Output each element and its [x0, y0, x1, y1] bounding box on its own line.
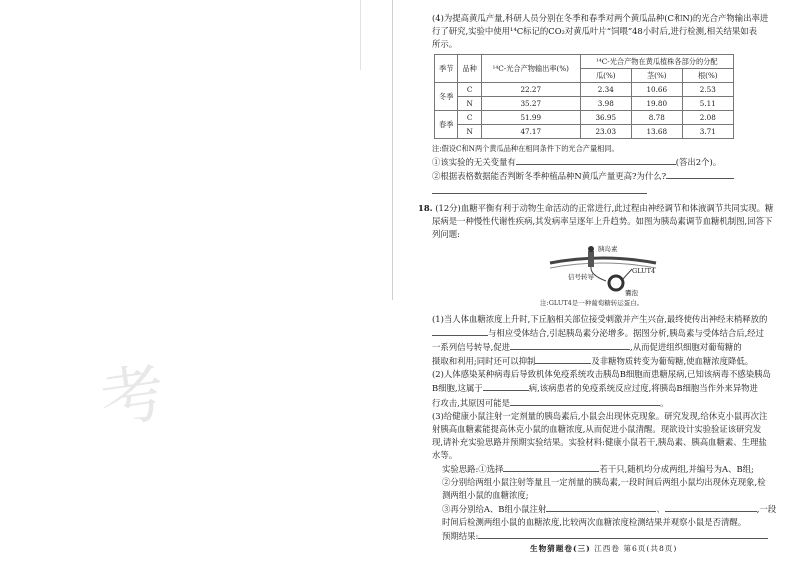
table-cell: 35.27 [481, 97, 580, 111]
q18-line: 列问题: [432, 228, 460, 239]
table-cell: N [458, 125, 481, 139]
q4-sub1-suffix: (答出2个)。 [675, 157, 722, 168]
q18-intro: (12分)血糖平衡有利于动物生命活动的正常进行,此过程由神经调节和体液调节共同实现。糖 [435, 202, 774, 213]
label-glut4: GLUT4 [632, 266, 656, 275]
insulin-molecule [588, 246, 594, 252]
label-insulin: 胰岛素 [598, 244, 618, 253]
table-cell: 47.17 [481, 125, 580, 139]
table-header-output: ¹⁴C-光合产物输出率(%) [481, 55, 580, 83]
answer-blank[interactable] [665, 502, 757, 512]
page-fold-line [360, 0, 361, 70]
diagram-caption: 注:GLUT4是一种葡萄糖转运蛋白。 [540, 298, 644, 307]
table-cell: 10.66 [631, 83, 682, 97]
insulin-mechanism-diagram [418, 243, 788, 305]
footer-title: 生物猜题卷(三) [530, 544, 591, 553]
answer-blank[interactable] [432, 326, 488, 336]
q18-part2-text: 病,该病患者的免疫系统反应过度,将胰岛B细胞当作外来异物进 [528, 383, 758, 394]
vesicle [609, 276, 623, 290]
answer-blank[interactable] [510, 396, 660, 406]
table-header-variety: 品种 [458, 55, 481, 83]
plan-line [418, 462, 788, 476]
q18-part2-text: 行攻击,其原因可能是 [432, 397, 511, 408]
left-blank-margin [0, 0, 395, 564]
q4-sub1-text: ①该实验的无关变量有 [432, 157, 516, 168]
label-signal: 信号转导 [568, 272, 594, 281]
table-cell: 51.99 [481, 111, 580, 125]
q18-part1-line [418, 340, 788, 354]
table-season-cell: 春季 [435, 111, 458, 139]
table-cell: 5.11 [682, 97, 733, 111]
plan-text: ③再分别给A、B组小鼠注射 [442, 504, 547, 515]
q18-part1-line [418, 326, 788, 340]
plan-label: 实验思路:①选择 [442, 463, 504, 474]
q18-part2: (2)人体感染某种病毒后导致机体免疫系统攻击胰岛B细胞而患糖尿病,已知该病毒不感染胰岛 [432, 369, 771, 380]
answer-blank[interactable] [510, 340, 630, 350]
plan-text: 、 [656, 504, 665, 515]
plan-line: ②分别给两组小鼠注射等量且一定剂量的胰岛素,一段时间后两组小鼠均出现休克现象,检 [442, 477, 766, 488]
q18-part1: (1)当人体血糖浓度上升时,下丘脑相关部位接受刺激并产生兴奋,最终使传出神经末梢释放的 [432, 313, 768, 324]
q4-sub1 [418, 155, 788, 169]
q18-part3-line: 现,请补充实验思路并预期实验结果。实验材料:健康小鼠若干,胰岛素、胰高血糖素、生理盐 [432, 436, 767, 447]
q18-line [418, 202, 788, 215]
table-cell: 22.27 [481, 83, 580, 97]
table-header-stem: 茎(%) [631, 69, 682, 83]
q18-line: 尿病是一种慢性代谢性疾病,其发病率呈逐年上升趋势。如图为胰岛素调节血糖机制图,回答下 [432, 215, 773, 226]
table-season-cell: 冬季 [435, 83, 458, 111]
q18-part1-text: 及非糖物质转变为葡萄糖,使血糖浓度降低。 [591, 356, 754, 367]
watermark: 考 [96, 355, 176, 439]
plan-text: 若干只,随机均分成两组,并编号为A、B组; [599, 463, 754, 474]
q18-part2-line [418, 396, 788, 410]
table-header-distribution: ¹⁴C-光合产物在黄瓜植株各部分的分配 [580, 55, 733, 69]
answer-blank[interactable] [432, 184, 647, 194]
q18-part1-text: 与相应受体结合,引起胰岛素分泌增多。据图分析,胰岛素与受体结合后,经过 [488, 328, 764, 339]
table-cell: 8.78 [631, 111, 682, 125]
q18-part3-line: 射胰高血糖素能提高休克小鼠的血糖浓度,从而促进小鼠清醒。现欲设计实验验证该研究发 [432, 423, 762, 434]
table-row [435, 97, 734, 111]
table-cell: 2.34 [580, 83, 631, 97]
exam-page [418, 12, 788, 544]
insulin-receptor [588, 251, 594, 267]
table-header-root: 根(%) [682, 69, 733, 83]
q18-part1-text: ,从而促进组织细胞对葡萄糖的 [630, 342, 742, 353]
table-cell: N [458, 97, 481, 111]
table-row [435, 125, 734, 139]
result-label: 预期结果: [442, 531, 479, 542]
q18-part2-text: 。 [660, 397, 669, 408]
answer-blank[interactable] [483, 381, 529, 391]
label-vesicle: 囊泡 [625, 288, 638, 297]
page-fold-line [392, 0, 393, 300]
answer-blank[interactable] [546, 502, 656, 512]
insulin-diagram-svg [418, 243, 788, 305]
footer-page: 第6页(共8页) [623, 544, 678, 553]
answer-blank[interactable] [503, 462, 599, 472]
table-note: 注:假设C和N两个黄瓜品种在相同条件下的光合产量相同。 [432, 144, 619, 154]
question-number: 18. [418, 202, 433, 213]
q4-line: 行了研究,实验中使用¹⁴C标记的CO₂对黄瓜叶片“饲喂”48小时后,进行检测,相关结果如表 [432, 26, 757, 37]
footer-region: 江西卷 [594, 544, 620, 553]
table-cell: 13.68 [631, 125, 682, 139]
cell-membrane [550, 258, 656, 263]
table-cell: 3.98 [580, 97, 631, 111]
table-cell: 3.71 [682, 125, 733, 139]
table-header-season: 季节 [435, 55, 458, 83]
q18-part2-text: B细胞,这属于 [432, 383, 483, 394]
question-4 [418, 12, 788, 198]
plan-line: 测两组小鼠的血糖浓度; [442, 490, 529, 501]
q18-part1-text: 一系列信号转导,促进 [432, 342, 511, 353]
question-18 [418, 202, 788, 544]
table-cell: 2.08 [682, 111, 733, 125]
table-cell: 19.80 [631, 97, 682, 111]
q18-part3: (3)给健康小鼠注射一定剂量的胰岛素后,小鼠会出现休克现象。研究发现,给休克小鼠再次注 [432, 410, 768, 421]
q18-part1-text: 摄取和利用;同时还可以抑制 [432, 356, 536, 367]
result-line [418, 529, 788, 543]
q4-sub2-line2 [418, 184, 788, 198]
table-header-fruit: 瓜(%) [580, 69, 631, 83]
plan-line: 时间后检测两组小鼠的血糖浓度,比较两次血糖浓度检测结果并观察小鼠是否清醒。 [442, 517, 747, 528]
answer-blank[interactable] [535, 354, 591, 364]
q18-part3-line: 水等。 [432, 449, 458, 460]
q4-sub2 [418, 169, 788, 183]
q4-line: (4)为提高黄瓜产量,科研人员分别在冬季和春季对两个黄瓜品种(C和N)的光合产物输出率进 [432, 13, 769, 23]
q4-sub2-text: ②根据表格数据能否判断冬季种植品种N黄瓜产量更高?为什么? [432, 171, 667, 182]
table-cell: 36.95 [580, 111, 631, 125]
answer-blank[interactable] [516, 155, 676, 165]
table-cell: C [458, 83, 481, 97]
table-cell: 2.53 [682, 83, 733, 97]
q18-part1-line [418, 354, 788, 368]
table-cell: C [458, 111, 481, 125]
plan-text: ,一段 [756, 504, 777, 515]
q18-part2-line [418, 381, 788, 395]
table-row [435, 111, 734, 125]
data-table [434, 54, 734, 139]
q4-line: 所示。 [432, 39, 458, 50]
table-cell: 23.03 [580, 125, 631, 139]
glut4-arrow [623, 269, 632, 279]
table-row [435, 83, 734, 97]
plan-line [418, 502, 788, 516]
answer-blank[interactable] [478, 529, 768, 539]
page-footer [530, 543, 677, 554]
answer-blank[interactable] [666, 169, 734, 179]
